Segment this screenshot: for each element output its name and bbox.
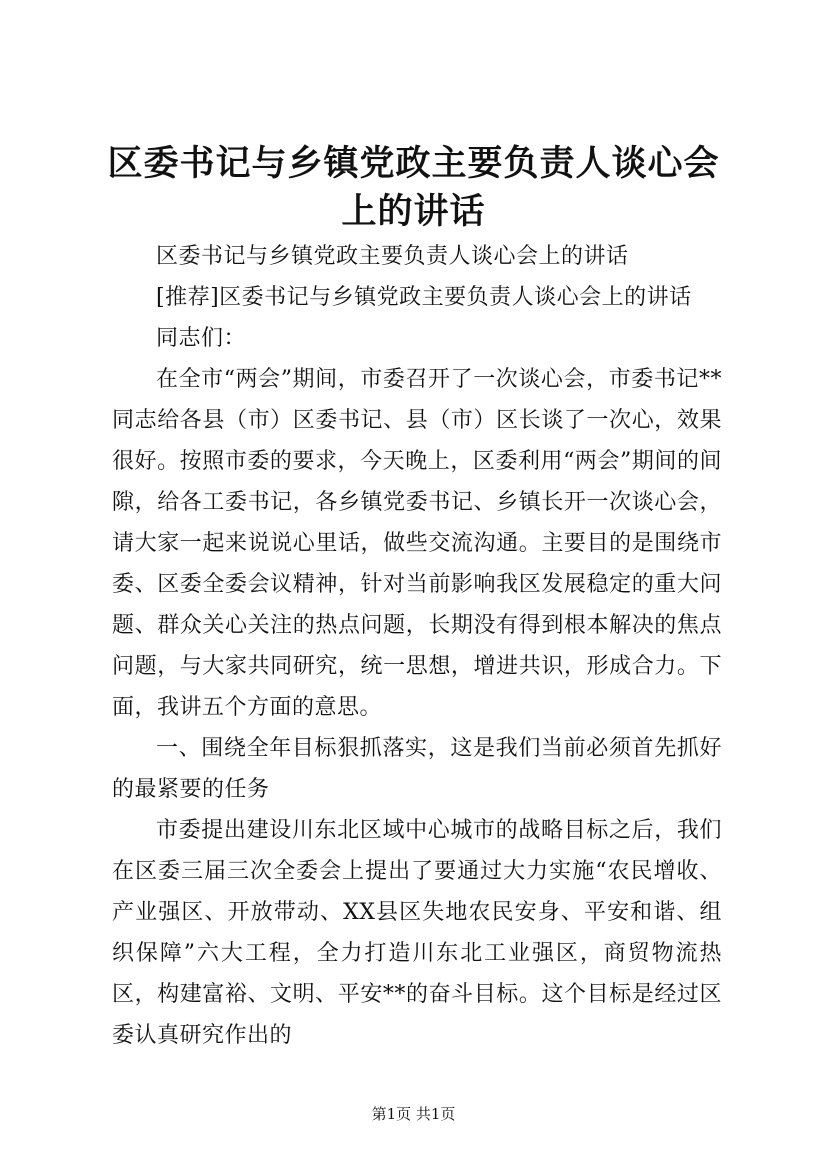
page-footer	[0, 1104, 827, 1124]
paragraph-section-1-body: 市委提出建设川东北区域中心城市的战略目标之后，我们在区委三届三次全委会上提出了要通过大力实施“农民增收、产业强区、开放带动、XX县区失地农民安身、平安和谐、组织保障”六大工程，全力打造川东北工业强区，商贸物流热区，构建富裕、文明、平安**的奋斗目标。这个目标是经过区委认真研究作出的	[112, 818, 722, 1048]
document-title: 区委书记与乡镇党政主要负责人谈心会上的讲话	[107, 143, 720, 232]
paragraph-salutation: 同志们：	[156, 326, 247, 351]
page-number-label: 第1页 共1页	[371, 1105, 456, 1123]
paragraph-recommended-title: [推荐]区委书记与乡镇党政主要负责人谈心会上的讲话	[156, 285, 692, 310]
paragraph-subtitle: 区委书记与乡镇党政主要负责人谈心会上的讲话	[156, 244, 629, 269]
paragraph-intro: 在全市“两会”期间，市委召开了一次谈心会，市委书记**同志给各县（市）区委书记、县（市）区长谈了一次心，效果很好。按照市委的要求，今天晚上，区委利用“两会”期间的间隙，给各工委书记，各乡镇党委书记、乡镇长开一次谈心会，请大家一起来说说心里话，做些交流沟通。主要目的是围绕市委、区委全委会议精神，针对当前影响我区发展稳定的重大问题、群众关心关注的热点问题，长期没有得到根本解决的焦点问题，与大家共同研究，统一思想，增进共识，形成合力。下面，我讲五个方面的意思。	[112, 367, 722, 720]
document-body	[112, 236, 722, 1056]
paragraph-section-heading-1: 一、围绕全年目标狠抓落实，这是我们当前必须首先抓好的最紧要的任务	[112, 736, 722, 802]
